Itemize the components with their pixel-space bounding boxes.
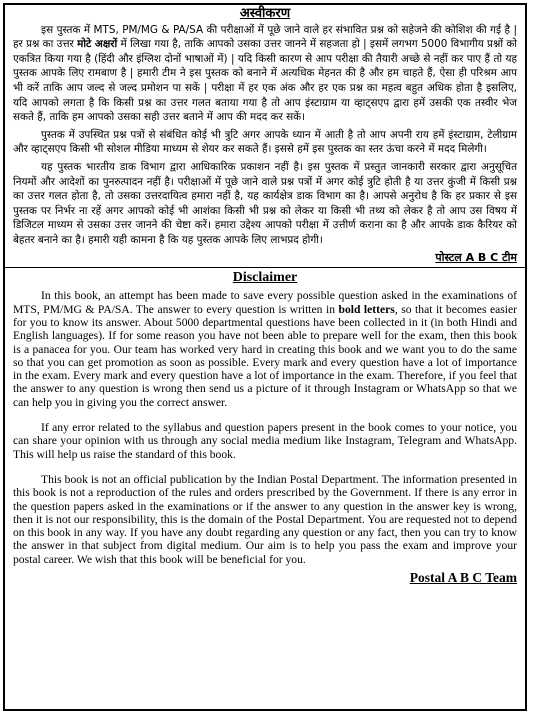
hindi-signature: पोस्टल A B C टीम — [435, 250, 517, 264]
hindi-p1-bold: मोटे अक्षरों — [77, 38, 118, 51]
disclaimer-page — [3, 3, 527, 711]
hindi-title: अस्वीकरण — [239, 6, 291, 21]
hindi-section — [13, 7, 517, 265]
english-p1-bold: bold letters — [338, 302, 395, 316]
english-p1-start: In this book, an attempt has been made to save every possible question asked in the examinations of MTS, PM/MG & PA/SA. The answer to every question is written in — [13, 289, 517, 316]
english-paragraph-1 — [13, 289, 517, 409]
english-paragraph-2: If any error related to the syllabus and question papers present in the book comes to your notice, you can share your opinion with us through any social media medium like Instagram, Telegram and WhatsApp. This will help us raise the standard of this book. — [13, 421, 517, 461]
english-paragraph-3: This book is not an official publication by the Indian Postal Department. The information presented in this book is not a reproduction of the rules and orders prescribed by the Government. If there is any error in the question papers asked in the examinations or if the answer to any question in the answer key is wrong, then it is not our responsibility, this is the domain of the Postal Department. You are requested not to depend on this book in any way. If you have any doubt regarding any question or any fact, then you can try to know the answer in that subject from digital medium. Our aim is to help you pass the exam and improve your postal career. We wish that this book will be beneficial for you. — [13, 472, 517, 566]
hindi-paragraph-2: पुस्तक में उपस्थित प्रश्न पत्रों से संबंधित कोई भी त्रुटि अगर आपके ध्यान में आती है तो आप अपनी राय हमें इंस्टाग्राम, टेलीग्राम और व्हाट्सएप किसी भी सोशल मीडिया माध्यम से शेयर कर सकते हैं। इससे हमें इस पुस्तक का स्तर ऊंचा करने में मदद मिलेगी। — [13, 128, 517, 156]
english-section — [13, 271, 517, 584]
english-p1-end: , so that it becomes easier for you to know its answer. About 5000 departmental questions have been collected in it (in both Hindi and English languages). If for some reason you have not been able to prepare well for the exam, then this book is a panacea for you. Our team has worked very hard in creating this book and we want you to do the same so that you can get promotion as soon as possible. Every mark and every question have a lot of importance in the exam. Every mark and every question have a lot of importance in the exam. Therefore, if you feel that the answer to any question is wrong then send us a picture of it through Instagram or WhatsApp so that we can help you in giving you the correct answer. — [13, 302, 517, 409]
hindi-paragraph-1 — [13, 23, 517, 125]
section-divider — [5, 267, 525, 268]
hindi-p1-start: इस पुस्तक में MTS, PM/MG & PA/SA की परीक्षाओं में पूछे जाने वाले हर संभावित प्रश्न को सहेजने की कोशिश की गई है | हर प्रश्न का उत्तर — [13, 23, 517, 51]
hindi-p1-end: में लिखा गया है, ताकि आपको उसका उत्तर जानने में सहजता हो | इसमें लगभग 5000 विभागीय प्रश्नों को एकत्रित किया गया है (हिंदी और इंग्लिश दोनों भाषाओं में) | यदि किसी कारण से आप परीक्षा की तैयारी अच्छे से नहीं कर पाए हैं तो यह पुस्तक आपके लिए रामबाण है | हमारी टीम ने इस पुस्तक को बनाने में अत्यधिक मेहनत की है और हम चाहते हैं, ऐसा ही परिश्रम आप भी करें ताकि आप जल्द से जल्द प्रमोशन पा सकें | परीक्षा में हर एक अंक और हर एक प्रश्न का महत्व बहुत अधिक होता है इसलिए, यदि आपको लगता है कि किसी प्रश्न का उत्तर गलत बताया गया है तो आप इंस्टाग्राम या व्हाट्सएप द्वारा हमें उसकी एक तस्वीर भेज सकते हैं, ताकि हम आपको उसका सही उत्तर बताने में आप की मदद कर सकें। — [13, 38, 517, 124]
hindi-paragraph-3: यह पुस्तक भारतीय डाक विभाग द्वारा आधिकारिक प्रकाशन नहीं है। इस पुस्तक में प्रस्तुत जानकारी सरकार द्वारा अनुसूचित नियमों और आदेशों का पुनरुत्पादन नहीं है। परीक्षाओं में पूछे जाने वाले प्रश्न पत्रों में अगर कोई त्रुटि होती है या उत्तर कुंजी में किसी प्रश्न का उत्तर गलत होता है, तो उसका उत्तरदायित्व हमारा नहीं है, यह कार्यक्षेत्र डाक विभाग का है। आपसे अनुरोध है कि हर प्रकार से इस पुस्तक पर निर्भर ना रहें अगर आपको कोई भी आशंका किसी भी प्रश्न को लेकर या किसी भी तथ्य को लेकर है तो आप उस विषय में डिजिटल माध्यम से उसका उत्तर जानने की चेष्टा करें। हमारा उद्देश्य आपको परीक्षा में उत्तीर्ण कराना का है और आपके डाक कैरियर को बेहतर बनाने का है। हमारी यही कामना है कि यह पुस्तक आपके लिए लाभप्रद होगी। — [13, 160, 517, 246]
english-title: Disclaimer — [232, 270, 298, 286]
english-signature: Postal A B C Team — [409, 570, 517, 586]
